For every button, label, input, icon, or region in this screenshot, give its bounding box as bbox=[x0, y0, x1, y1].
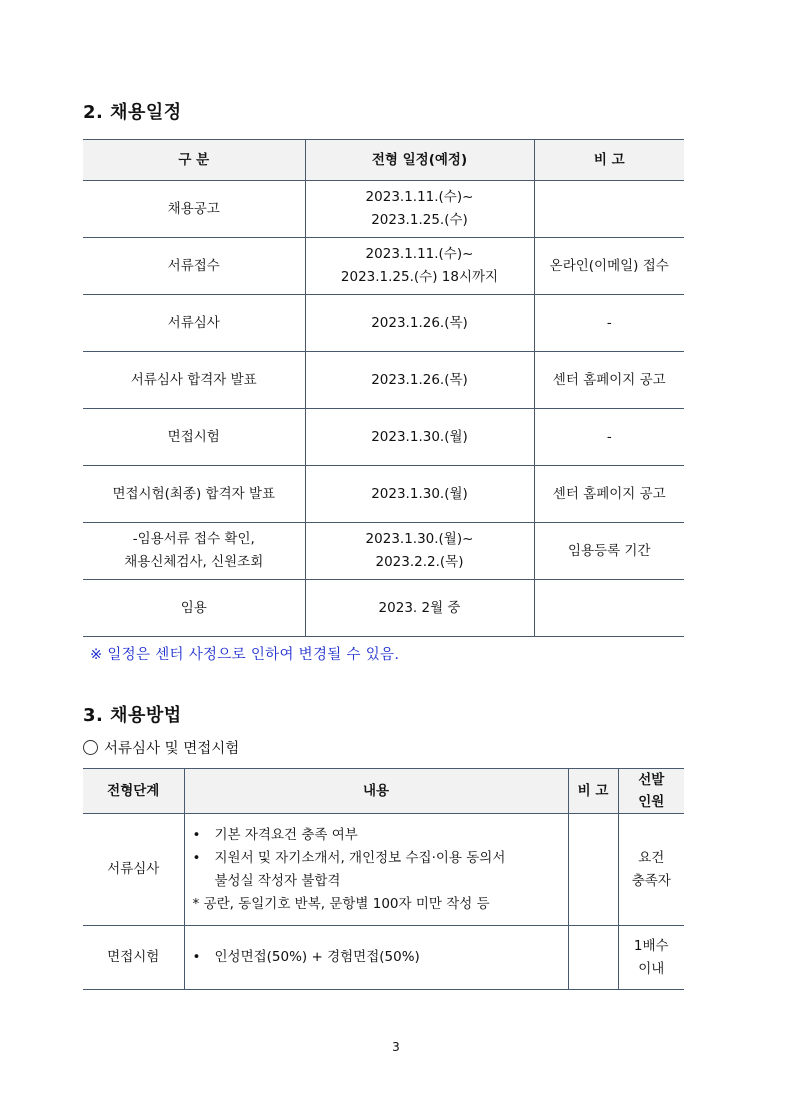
schedule-stage-line: 면접시험(최종) 합격자 발표 bbox=[112, 485, 276, 502]
method-subtitle-text: 서류심사 및 면접시험 bbox=[104, 741, 240, 757]
schedule-cell-date bbox=[305, 523, 534, 580]
method-count: 요건 충족자 bbox=[618, 814, 684, 926]
schedule-stage-line: 임용 bbox=[180, 599, 207, 616]
schedule-cell-stage bbox=[83, 352, 305, 409]
method-stage: 면접시험 bbox=[83, 926, 184, 990]
bullet-dot-icon: • bbox=[192, 949, 201, 965]
header-stage: 구 분 bbox=[83, 140, 305, 181]
method-bullet bbox=[193, 946, 568, 969]
schedule-row bbox=[83, 523, 684, 580]
schedule-date-line: 2023.1.25.(수) bbox=[371, 212, 468, 228]
header-note: 비 고 bbox=[534, 140, 684, 181]
schedule-cell-note bbox=[534, 523, 684, 580]
schedule-date-line: 2023. 2월 중 bbox=[378, 599, 461, 616]
bullet-dot-icon: • bbox=[192, 826, 201, 843]
method-content bbox=[184, 814, 568, 926]
schedule-cell-stage bbox=[83, 238, 305, 295]
schedule-row bbox=[83, 352, 684, 409]
method-row bbox=[83, 926, 684, 990]
schedule-header-row bbox=[83, 140, 684, 181]
method-row bbox=[83, 814, 684, 926]
schedule-stage-line: 서류접수 bbox=[167, 257, 220, 274]
header-schedule: 전형 일정(예정) bbox=[305, 140, 534, 181]
method-bullet bbox=[193, 824, 568, 847]
schedule-cell-date bbox=[305, 580, 534, 637]
schedule-stage-line: 서류심사 합격자 발표 bbox=[130, 371, 257, 388]
schedule-cell-stage bbox=[83, 466, 305, 523]
schedule-note-line: 임용등록 기간 bbox=[567, 542, 651, 559]
schedule-note-line: 센터 홈페이지 공고 bbox=[552, 485, 666, 502]
method-bullet-text: 지원서 및 자기소개서, 개인정보 수집·이용 동의서 bbox=[214, 849, 506, 866]
schedule-stage-line: 채용공고 bbox=[167, 200, 220, 217]
schedule-cell-date bbox=[305, 466, 534, 523]
method-content bbox=[184, 926, 568, 990]
bullet-dot-icon: • bbox=[192, 849, 201, 866]
schedule-cell-note bbox=[534, 409, 684, 466]
circle-bullet-icon bbox=[83, 740, 98, 755]
schedule-cell-stage bbox=[83, 295, 305, 352]
header-method-note: 비 고 bbox=[568, 769, 618, 814]
schedule-stage-line: -임용서류 접수 확인, bbox=[132, 531, 255, 547]
schedule-cell-date bbox=[305, 238, 534, 295]
section3-title: 3. 채용방법 bbox=[83, 705, 182, 726]
schedule-stage-line: 채용신체검사, 신원조회 bbox=[124, 554, 264, 570]
header-method-count: 선발 인원 bbox=[618, 769, 684, 814]
page-number: 3 bbox=[392, 1040, 400, 1054]
header-method-stage: 전형단계 bbox=[83, 769, 184, 814]
schedule-date-line: 2023.1.11.(수)~ bbox=[365, 246, 474, 262]
schedule-stage-line: 면접시험 bbox=[167, 428, 220, 445]
schedule-note-line: - bbox=[606, 314, 612, 331]
schedule-row bbox=[83, 466, 684, 523]
section2-title: 2. 채용일정 bbox=[83, 102, 182, 123]
schedule-cell-note bbox=[534, 580, 684, 637]
method-bullet bbox=[193, 847, 568, 870]
schedule-cell-note bbox=[534, 238, 684, 295]
schedule-cell-note bbox=[534, 466, 684, 523]
schedule-cell-stage bbox=[83, 181, 305, 238]
schedule-cell-stage bbox=[83, 409, 305, 466]
method-bullet-text: 인성면접(50%) + 경험면접(50%) bbox=[214, 949, 420, 965]
method-stage: 서류심사 bbox=[83, 814, 184, 926]
schedule-row bbox=[83, 409, 684, 466]
schedule-date-line: 2023.2.2.(목) bbox=[375, 554, 464, 570]
method-bullet-text: 기본 자격요건 충족 여부 bbox=[214, 826, 358, 843]
schedule-date-line: 2023.1.26.(목) bbox=[371, 314, 468, 331]
schedule-cell-date bbox=[305, 352, 534, 409]
schedule-cell-note bbox=[534, 352, 684, 409]
schedule-cell-stage bbox=[83, 523, 305, 580]
schedule-table bbox=[83, 139, 684, 637]
method-note bbox=[568, 814, 618, 926]
schedule-cell-stage bbox=[83, 580, 305, 637]
method-table bbox=[83, 768, 684, 990]
schedule-notice: ※ 일정은 센터 사정으로 인하여 변경될 수 있음. bbox=[90, 647, 400, 663]
schedule-row bbox=[83, 295, 684, 352]
schedule-date-line: 2023.1.11.(수)~ bbox=[365, 189, 474, 205]
schedule-date-line: 2023.1.30.(월)~ bbox=[365, 531, 474, 547]
schedule-date-line: 2023.1.26.(목) bbox=[371, 371, 468, 388]
header-method-content: 내용 bbox=[184, 769, 568, 814]
schedule-cell-note bbox=[534, 181, 684, 238]
method-header-row bbox=[83, 769, 684, 814]
schedule-cell-note bbox=[534, 295, 684, 352]
method-footnote: * 공란, 동일기호 반복, 문항별 100자 미만 작성 등 bbox=[192, 895, 490, 912]
schedule-note-line: - bbox=[606, 428, 612, 445]
schedule-stage-line: 서류심사 bbox=[167, 314, 220, 331]
schedule-date-line: 2023.1.25.(수) 18시까지 bbox=[340, 269, 499, 285]
schedule-date-line: 2023.1.30.(월) bbox=[371, 428, 468, 445]
method-note bbox=[568, 926, 618, 990]
schedule-cell-date bbox=[305, 409, 534, 466]
method-count: 1배수 이내 bbox=[618, 926, 684, 990]
method-bullet-continuation: 불성실 작성자 불합격 bbox=[214, 872, 341, 889]
schedule-cell-date bbox=[305, 181, 534, 238]
schedule-note-line: 센터 홈페이지 공고 bbox=[552, 371, 666, 388]
method-subtitle bbox=[83, 737, 239, 758]
schedule-note-line: 온라인(이메일) 접수 bbox=[549, 257, 669, 274]
schedule-date-line: 2023.1.30.(월) bbox=[371, 485, 468, 502]
schedule-row bbox=[83, 580, 684, 637]
schedule-cell-date bbox=[305, 295, 534, 352]
schedule-row bbox=[83, 238, 684, 295]
schedule-row bbox=[83, 181, 684, 238]
